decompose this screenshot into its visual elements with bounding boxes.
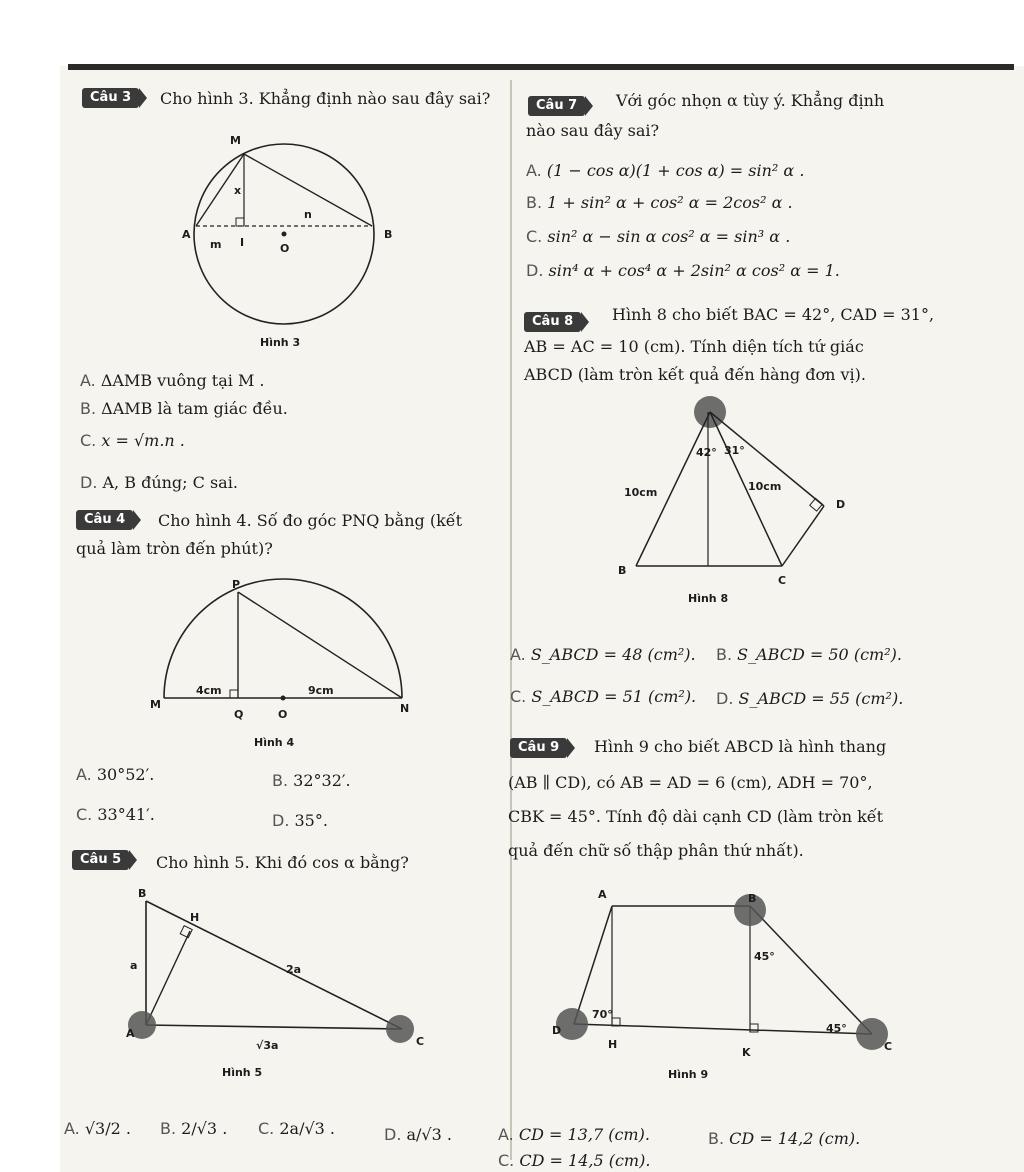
question-8-prompt-line2: AB = AC = 10 (cm). Tính diện tích tứ giác (524, 337, 864, 356)
q9-option-c[interactable] (498, 1150, 650, 1172)
fig5-label-a: A (126, 1027, 135, 1040)
fig9-label-k: K (742, 1046, 751, 1059)
q9-option-a[interactable] (498, 1124, 650, 1146)
option-text: S_ABCD = 50 (cm²). (737, 645, 902, 664)
top-rule (68, 64, 1014, 70)
question-5-prompt: Cho hình 5. Khi đó cos α bằng? (156, 853, 409, 872)
option-letter: B. (708, 1129, 725, 1148)
fig5-label-h: H (190, 911, 200, 924)
fig4-label-q: Q (234, 708, 244, 721)
question-4-badge: Câu 4 (76, 510, 133, 530)
option-letter: C. (526, 227, 543, 246)
question-4-prompt-line1: Cho hình 4. Số đo góc PNQ bằng (kết (158, 511, 463, 530)
fig9-label-45-bottom: 45° (826, 1022, 847, 1035)
figure-3 (180, 130, 400, 330)
figure-5-caption: Hình 5 (222, 1066, 263, 1079)
q8-option-c[interactable] (510, 686, 696, 708)
question-8-prompt-line1: Hình 8 cho biết BAC = 42°, CAD = 31°, (612, 305, 935, 324)
option-text: (1 − cos α)(1 + cos α) = sin² α . (546, 161, 805, 180)
option-letter: D. (716, 689, 734, 708)
question-9-prompt-line4: quả đến chữ số thập phân thứ nhất). (508, 841, 804, 860)
figure-4-caption: Hình 4 (254, 736, 295, 749)
fig5-label-c: C (416, 1035, 425, 1048)
option-letter: A. (526, 161, 542, 180)
q4-option-c[interactable] (76, 804, 155, 826)
fig4-label-m: M (150, 698, 161, 711)
fig5-label-side-2a: 2a (286, 963, 302, 976)
figure-3-caption: Hình 3 (260, 336, 301, 349)
q3-option-a[interactable] (80, 370, 265, 392)
option-text: CD = 14,5 (cm). (519, 1151, 651, 1170)
option-text: 32°32′. (293, 771, 351, 790)
option-text: S_ABCD = 48 (cm²). (530, 645, 696, 664)
question-3-badge: Câu 3 (82, 88, 139, 108)
q7-option-a[interactable] (526, 160, 804, 182)
q4-option-d[interactable] (272, 810, 328, 832)
option-letter: D. (80, 473, 98, 492)
fig4-label-4cm: 4cm (196, 684, 222, 697)
q7-option-c[interactable] (526, 226, 790, 248)
option-text: CD = 14,2 (cm). (729, 1129, 861, 1148)
figure-5 (110, 885, 430, 1060)
fig8-label-31: 31° (724, 444, 745, 457)
fig8-label-d: D (836, 498, 846, 511)
option-text: 1 + sin² α + cos² α = 2cos² α . (547, 193, 793, 212)
fig8-label-b: B (618, 564, 627, 577)
fig8-label-10cm-right: 10cm (748, 480, 782, 493)
option-letter: A. (64, 1119, 80, 1138)
q5-option-d[interactable] (384, 1124, 452, 1146)
option-text: 2/√3 . (181, 1119, 228, 1138)
question-9-prompt-line2: (AB ∥ CD), có AB = AD = 6 (cm), ADH = 70°, (508, 773, 873, 792)
option-text: a/√3 . (406, 1125, 452, 1144)
fig3-label-m-small: m (210, 238, 222, 251)
q4-option-b[interactable] (272, 770, 351, 792)
fig9-label-a: A (598, 888, 607, 901)
question-8-prompt-line3: ABCD (làm tròn kết quả đến hàng đơn vị). (524, 365, 866, 384)
option-letter: C. (80, 431, 97, 450)
question-7-badge: Câu 7 (528, 96, 585, 116)
fig9-label-d: D (552, 1024, 562, 1037)
question-4-prompt-line2: quả làm tròn đến phút)? (76, 539, 273, 558)
option-text: S_ABCD = 55 (cm²). (738, 689, 904, 708)
figure-9-caption: Hình 9 (668, 1068, 709, 1081)
option-text: 33°41′. (97, 805, 155, 824)
fig4-label-p: P (232, 578, 241, 591)
option-letter: C. (76, 805, 93, 824)
question-5-badge: Câu 5 (72, 850, 129, 870)
option-letter: A. (510, 645, 526, 664)
fig3-label-a: A (182, 228, 191, 241)
fig3-label-n: n (304, 208, 312, 221)
q9-option-b[interactable] (708, 1128, 860, 1150)
fig5-label-b: B (138, 887, 147, 900)
option-text: sin⁴ α + cos⁴ α + 2sin² α cos² α = 1. (548, 261, 840, 280)
option-letter: A. (80, 371, 96, 390)
option-letter: D. (526, 261, 544, 280)
fig9-label-h: H (608, 1038, 618, 1051)
fig5-label-side-a: a (130, 959, 138, 972)
question-8-badge: Câu 8 (524, 312, 581, 332)
option-text: ΔAMB vuông tại M . (100, 371, 265, 390)
q8-option-d[interactable] (716, 688, 903, 710)
q5-option-b[interactable] (160, 1118, 227, 1140)
figure-4 (150, 580, 420, 730)
option-letter: C. (510, 687, 527, 706)
option-text: ΔAMB là tam giác đều. (101, 399, 288, 418)
question-9-prompt-line3: CBK = 45°. Tính độ dài cạnh CD (làm tròn kết (508, 807, 884, 826)
option-letter: B. (160, 1119, 177, 1138)
option-letter: D. (272, 811, 290, 830)
fig8-label-42: 42° (696, 446, 717, 459)
q7-option-b[interactable] (526, 192, 793, 214)
column-divider (510, 80, 512, 1160)
fig4-label-o: O (278, 708, 288, 721)
fig5-label-side-r3a: √3a (256, 1039, 279, 1052)
figure-9 (550, 884, 900, 1064)
q8-option-a[interactable] (510, 644, 696, 666)
fig8-label-c: C (778, 574, 787, 587)
option-text: x = √m.n . (101, 431, 185, 450)
fig3-label-i: I (240, 236, 245, 249)
q3-option-b[interactable] (80, 398, 288, 420)
q3-option-c[interactable] (80, 430, 185, 452)
figure-8 (600, 396, 870, 592)
option-letter: B. (80, 399, 97, 418)
option-text: 30°52′. (96, 765, 155, 784)
question-3-prompt: Cho hình 3. Khẳng định nào sau đây sai? (160, 89, 491, 108)
option-text: A, B đúng; C sai. (102, 473, 238, 492)
option-letter: C. (258, 1119, 275, 1138)
option-letter: D. (384, 1125, 402, 1144)
option-letter: A. (498, 1125, 514, 1144)
fig4-label-9cm: 9cm (308, 684, 334, 697)
q5-option-c[interactable] (258, 1118, 335, 1140)
option-text: √3/2 . (84, 1119, 131, 1138)
fig8-label-10cm-left: 10cm (624, 486, 658, 499)
option-text: sin² α − sin α cos² α = sin³ α . (547, 227, 791, 246)
question-7-prompt-line2: nào sau đây sai? (526, 121, 660, 140)
question-9-badge: Câu 9 (510, 738, 567, 758)
q8-option-b[interactable] (716, 644, 902, 666)
fig3-label-x: x (234, 184, 242, 197)
question-9-prompt-line1: Hình 9 cho biết ABCD là hình thang (594, 737, 887, 756)
option-letter: B. (272, 771, 289, 790)
q3-option-d[interactable] (80, 472, 238, 494)
fig3-label-b: B (384, 228, 393, 241)
option-text: S_ABCD = 51 (cm²). (531, 687, 697, 706)
q7-option-d[interactable] (526, 260, 840, 282)
q4-option-a[interactable] (76, 764, 154, 786)
fig9-label-c: C (884, 1040, 893, 1053)
fig3-label-o: O (280, 242, 290, 255)
option-text: 35°. (294, 811, 328, 830)
fig4-label-n: N (400, 702, 410, 715)
figure-8-caption: Hình 8 (688, 592, 729, 605)
fig9-label-b: B (748, 892, 757, 905)
option-letter: A. (76, 765, 92, 784)
option-letter: C. (498, 1151, 515, 1170)
option-letter: B. (716, 645, 733, 664)
fig9-label-70: 70° (592, 1008, 613, 1021)
fig9-label-45-top: 45° (754, 950, 775, 963)
option-text: CD = 13,7 (cm). (518, 1125, 650, 1144)
option-text: 2a/√3 . (279, 1119, 336, 1138)
question-7-prompt-line1: Với góc nhọn α tùy ý. Khẳng định (616, 91, 885, 110)
fig3-label-m: M (230, 134, 241, 147)
option-letter: B. (526, 193, 543, 212)
q5-option-a[interactable] (64, 1118, 131, 1140)
